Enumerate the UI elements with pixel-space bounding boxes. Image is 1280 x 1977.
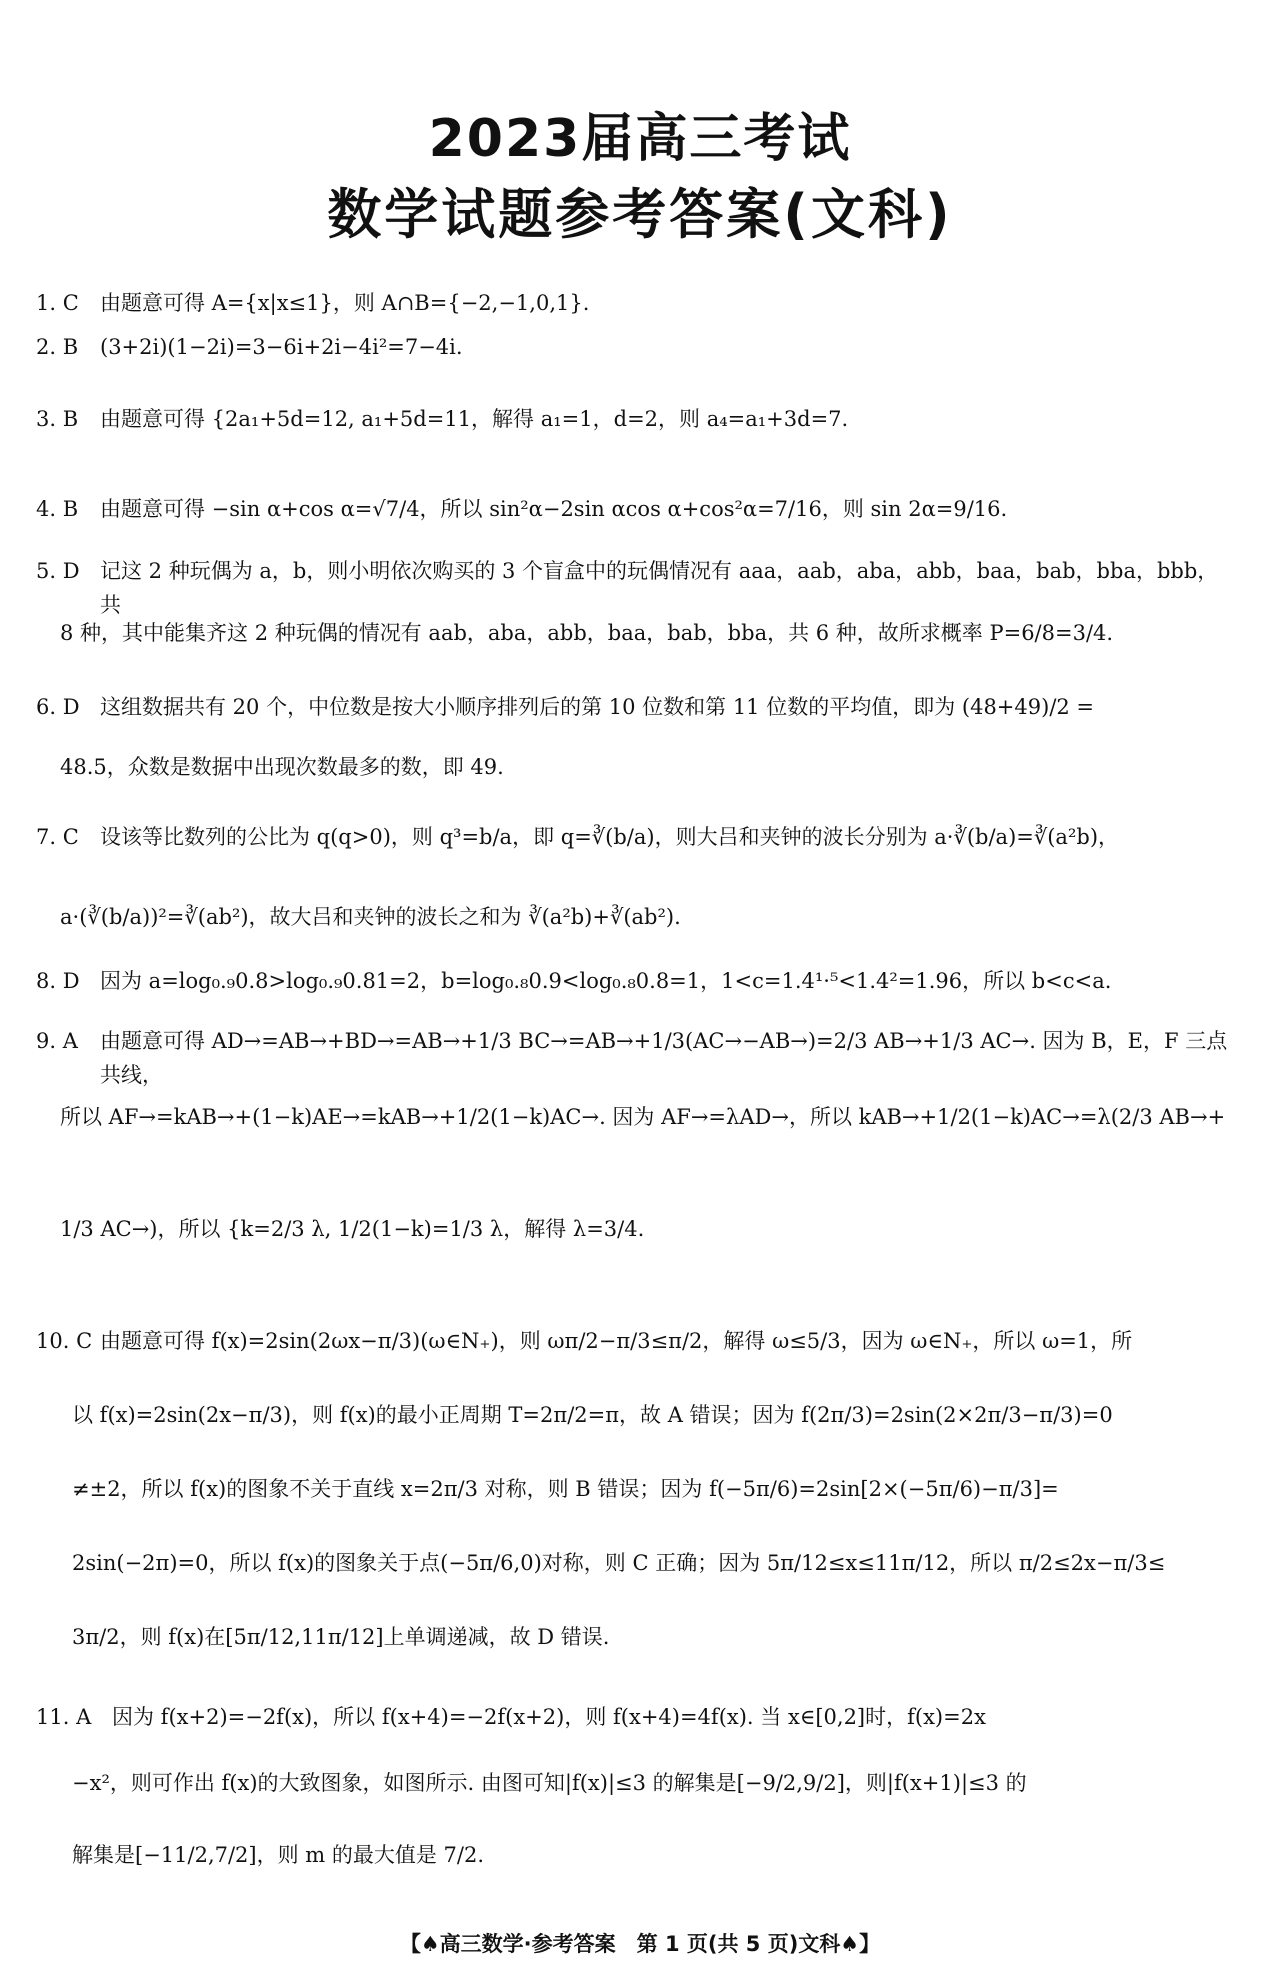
- answer-number: 8. D: [36, 969, 80, 993]
- answer-number: 5. D: [36, 559, 80, 583]
- answer-number: 1. C: [36, 291, 79, 315]
- answer-text: 8 种，其中能集齐这 2 种玩偶的情况有 aab，aba，abb，baa，bab，bba，共 6 种，故所求概率 P=6/8=3/4.: [60, 621, 1114, 645]
- answer-text: 因为 f(x+2)=−2f(x)，所以 f(x+4)=−2f(x+2)，则 f(x+4)=4f(x). 当 x∈[0,2]时，f(x)=2x: [112, 1705, 986, 1729]
- answer-number: 11. A: [36, 1705, 92, 1729]
- answer-text: 设该等比数列的公比为 q(q>0)，则 q³=b/a，即 q=∛(b/a)，则大吕和夹钟的波长分别为 a·∛(b/a)=∛(a²b)，: [100, 825, 1120, 849]
- answer-text: 所以 AF→=kAB→+(1−k)AE→=kAB→+1/2(1−k)AC→. 因为 AF→=λAD→，所以 kAB→+1/2(1−k)AC→=λ(2/3 AB→+: [60, 1105, 1226, 1129]
- answer-text: 48.5，众数是数据中出现次数最多的数，即 49.: [60, 755, 504, 779]
- answer-number: 10. C: [36, 1329, 93, 1353]
- answer-number: 3. B: [36, 407, 79, 431]
- answer-text: 2sin(−2π)=0，所以 f(x)的图象关于点(−5π/6,0)对称，则 C 正确；因为 5π/12≤x≤11π/12，所以 π/2≤2x−π/3≤: [72, 1551, 1166, 1575]
- answer-text: 这组数据共有 20 个，中位数是按大小顺序排列后的第 10 位数和第 11 位数的平均值，即为 (48+49)/2 =: [100, 695, 1095, 719]
- answer-key-title: 数学试题参考答案(文科): [327, 183, 953, 246]
- answer-number: 4. B: [36, 497, 79, 521]
- answer-text: 1/3 AC→)，所以 {k=2/3 λ, 1/2(1−k)=1/3 λ，解得 λ=3/4.: [60, 1217, 645, 1241]
- answer-text: 由题意可得 f(x)=2sin(2ωx−π/3)(ω∈N₊)，则 ωπ/2−π/3≤π/2，解得 ω≤5/3，因为 ω∈N₊，所以 ω=1，所: [100, 1329, 1133, 1353]
- answer-text: 3π/2，则 f(x)在[5π/12,11π/12]上单调递减，故 D 错误.: [72, 1625, 610, 1649]
- answer-text: −x²，则可作出 f(x)的大致图象，如图所示. 由图可知|f(x)|≤3 的解集是[−9/2,9/2]，则|f(x+1)|≤3 的: [72, 1771, 1027, 1795]
- page-footer: 【♠高三数学·参考答案 第 1 页(共 5 页)文科♠】: [399, 1932, 881, 1956]
- answer-text: ≠±2，所以 f(x)的图象不关于直线 x=2π/3 对称，则 B 错误；因为 f(−5π/6)=2sin[2×(−5π/6)−π/3]=: [72, 1477, 1059, 1501]
- answer-text: 解集是[−11/2,7/2]，则 m 的最大值是 7/2.: [72, 1843, 485, 1867]
- answer-number: 2. B: [36, 335, 79, 359]
- answer-text: 因为 a=log₀.₉0.8>log₀.₉0.81=2，b=log₀.₈0.9<log₀.₈0.8=1，1<c=1.4¹·⁵<1.4²=1.96，所以 b<c<a.: [100, 969, 1112, 993]
- answer-text: 以 f(x)=2sin(2x−π/3)，则 f(x)的最小正周期 T=2π/2=π，故 A 错误；因为 f(2π/3)=2sin(2×2π/3−π/3)=0: [72, 1403, 1113, 1427]
- answer-text: 由题意可得 {2a₁+5d=12, a₁+5d=11，解得 a₁=1，d=2，则 a₄=a₁+3d=7.: [100, 407, 849, 431]
- answer-number: 7. C: [36, 825, 79, 849]
- answer-number: 6. D: [36, 695, 80, 719]
- answer-number: 9. A: [36, 1029, 78, 1053]
- exam-title: 2023届高三考试: [428, 109, 852, 169]
- answer-text: 由题意可得 AD→=AB→+BD→=AB→+1/3 BC→=AB→+1/3(AC→−AB→)=2/3 AB→+1/3 AC→. 因为 B，E，F 三点共线，: [100, 1029, 1228, 1087]
- answer-text: 由题意可得 −sin α+cos α=√7/4，所以 sin²α−2sin αcos α+cos²α=7/16，则 sin 2α=9/16.: [100, 497, 1008, 521]
- answer-text: 由题意可得 A={x|x≤1}，则 A∩B={−2,−1,0,1}.: [100, 291, 590, 315]
- answer-text: (3+2i)(1−2i)=3−6i+2i−4i²=7−4i.: [100, 335, 463, 359]
- answer-text: 记这 2 种玩偶为 a，b，则小明依次购买的 3 个盲盒中的玩偶情况有 aaa，aab，aba，abb，baa，bab，bba，bbb，共: [100, 559, 1219, 617]
- answer-text: a·(∛(b/a))²=∛(ab²)，故大吕和夹钟的波长之和为 ∛(a²b)+∛(ab²).: [60, 905, 681, 929]
